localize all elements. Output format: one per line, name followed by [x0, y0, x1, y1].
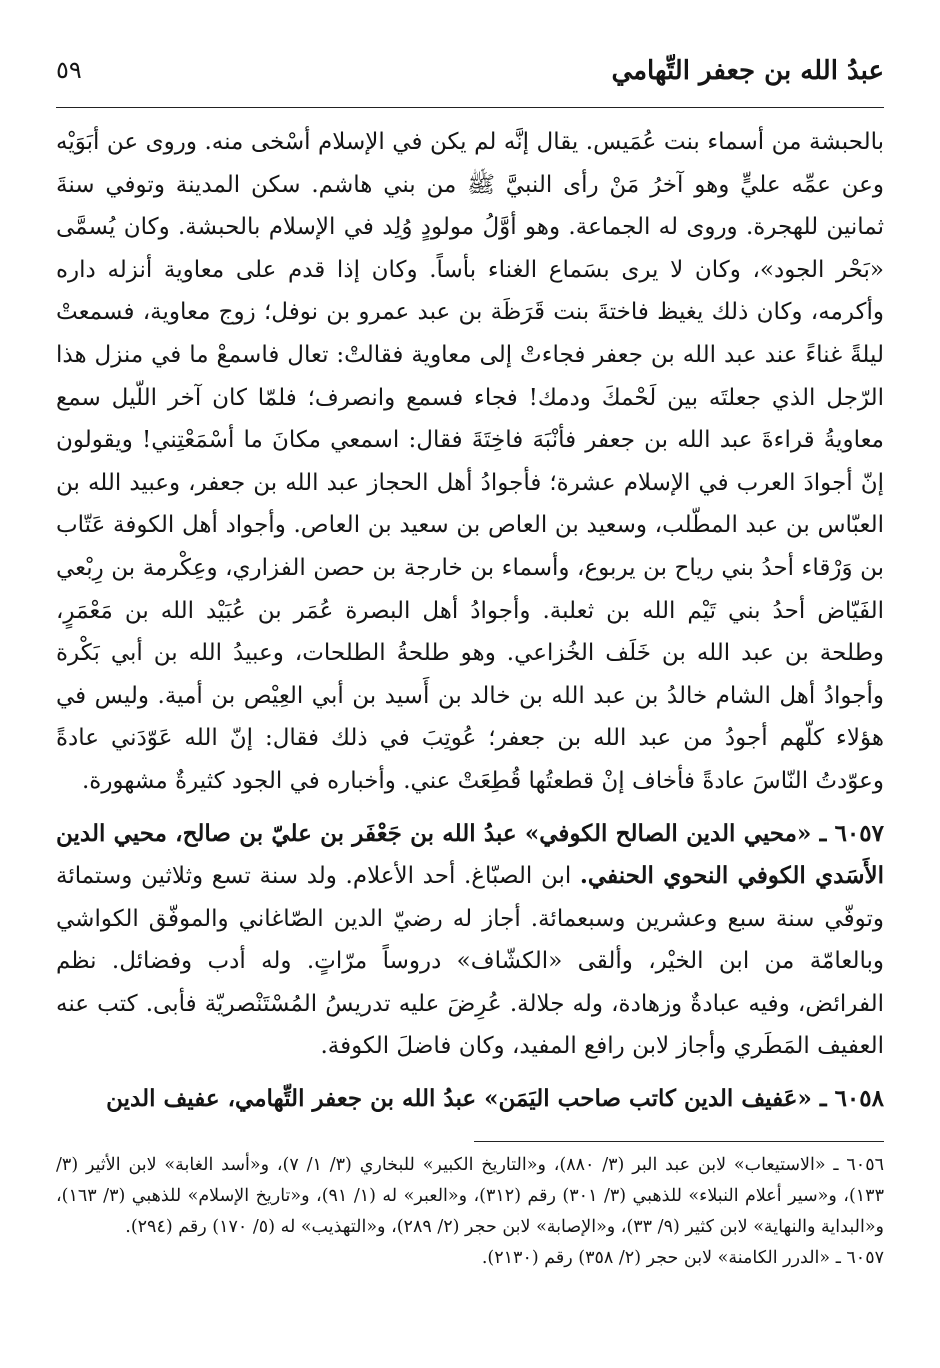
entry-heading: ٦٠٥٨ ـ «عَفيف الدين كاتب صاحب اليَمَن» عبدُ الله بن جعفر التِّهامي، عفيف الدين	[106, 1085, 884, 1113]
page-number: ٥٩	[56, 56, 82, 84]
running-header	[56, 50, 884, 108]
entry-6058	[56, 1078, 884, 1121]
paragraph-text: بالحبشة من أسماء بنت عُمَيس. يقال إنَّه لم يكن في الإسلام أسْخى منه. وروى عن أبَوَيْه وعن عمِّه عليٍّ وهو آخرُ مَنْ رأى النبيَّ ﷺ من بني هاشم. سكن المدينة وتوفي سنةَ ثمانين للهجرة. وروى له الجماعة. وهو أوَّلُ مولودٍ وُلِد في الإسلام بالحبشة. وكان يُسمَّى «بَحْر الجود»، وكان لا يرى بسَماع الغناء بأساً. وكان إذا قدم على معاوية أنزله داره وأكرمه، وكان ذلك يغيظ فاختةَ بنت قَرَظَة بن عبد عمرو بن نوفل؛ زوج معاوية، فسمعتْ ليلةً غناءً عند عبد الله بن جعفر فجاءتْ إلى معاوية فقالتْ: تعال فاسمعْ ما في منزل هذا الرّجل الذي جعلتَه بين لَحْمكَ ودمك! فجاء فسمع وانصرف؛ فلمّا كان آخر اللّيل سمع معاويةُ قراءةَ عبد الله بن جعفر فأنْبَهَ فاخِتَةَ فقال: اسمعي مكانَ ما أسْمَعْتِني! ويقولون إنّ أجوادَ العرب في الإسلام عشرة؛ فأجوادُ أهل الحجاز عبد الله بن جعفر، وعبيد الله بن العبّاس بن عبد المطّلب، وسعيد بن العاص بن سعيد بن العاص. وأجواد أهل الكوفة عَتّاب بن وَرْقاء أحدُ بني رياح بن يربوع، وأسماء بن خارجة بن حصن الفزاري، وعِكْرمة بن رِبْعي الفَيّاض أحدُ بني تَيْم الله بن ثعلبة. وأجوادُ أهل البصرة عُمَر بن عُبَيْد الله بن مَعْمَرٍ، وطلحة بن عبد الله بن خَلَف الخُزاعي. وهو طلحةُ الطلحات، وعبيدُ الله بن أبي بَكْرة وأجوادُ أهل الشام خالدُ بن عبد الله بن خالد بن أَسيد بن أبي العِيْص بن أمية. وليس في هؤلاء كلّهم أجودُ من عبد الله بن جعفر؛ عُوتِبَ في ذلك فقال: إنّ الله عَوّدَني عادةً وعوّدتُ النّاسَ عادةً فأخاف إنْ قطعتُها قُطِعَتْ عني. وأخباره في الجود كثيرةٌ مشهورة.	[56, 129, 884, 794]
header-rule	[56, 107, 884, 108]
entry-text: ابن الصبّاغ. أحد الأعلام. ولد سنة تسع وثلاثين وستمائة وتوفّي سنة سبع وعشرين وسبعمائة. أجاز له رضيّ الدين الصّاغاني والموفّق الكواشي وبالعامّة من ابن الخيْر، وألقى «الكشّاف» دروساً مرّاتٍ. وله أدب وفضائل. نظم الفرائض، وفيه عبادةٌ وزهادة، وله جلالة. عُرِضَ عليه تدريسُ المُسْتَنْصريّة فأبى. كتب عنه العفيف المَطَري وأجاز لابن رافع المفيد، وكان فاضلَ الكوفة.	[56, 863, 884, 1060]
footnote-6056: ٦٠٥٦ ـ «الاستيعاب» لابن عبد البر (٣/ ٨٨٠)، و«التاريخ الكبير» للبخاري (٣/ ١/ ٧)، و«أسد الغابة» لابن الأثير (٣/ ١٣٣)، و«سير أعلام النبلاء» للذهبي (٣/ ٣٠١) رقم (٣١٢)، و«العبر» له (١/ ٩١)، و«تاريخ الإسلام» للذهبي (٣/ ١٦٣)، و«البداية والنهاية» لابن كثير (٩/ ٣٣)، و«الإصابة» لابن حجر (٢/ ٢٨٩)، و«التهذيب» له (٥/ ١٧٠) رقم (٢٩٤).	[56, 1155, 884, 1237]
entry-6057	[56, 813, 884, 1069]
main-text	[56, 121, 884, 1121]
footnote-separator	[474, 1141, 884, 1142]
entry-heading: ٦٠٥٧ ـ «محيي الدين الصالح الكوفي» عبدُ الله بن جَعْفَر بن عليّ بن صالح، محيي الدين الأَسَدي الكوفي النحوي الحنفي.	[56, 819, 884, 890]
entry-continuation-paragraph	[56, 121, 884, 803]
footnote-6057: ٦٠٥٧ ـ «الدرر الكامنة» لابن حجر (٢/ ٣٥٨) رقم (٢١٣٠).	[481, 1248, 884, 1268]
footnotes	[56, 1150, 884, 1274]
running-title: عبدُ الله بن جعفر التِّهامي	[611, 56, 884, 86]
